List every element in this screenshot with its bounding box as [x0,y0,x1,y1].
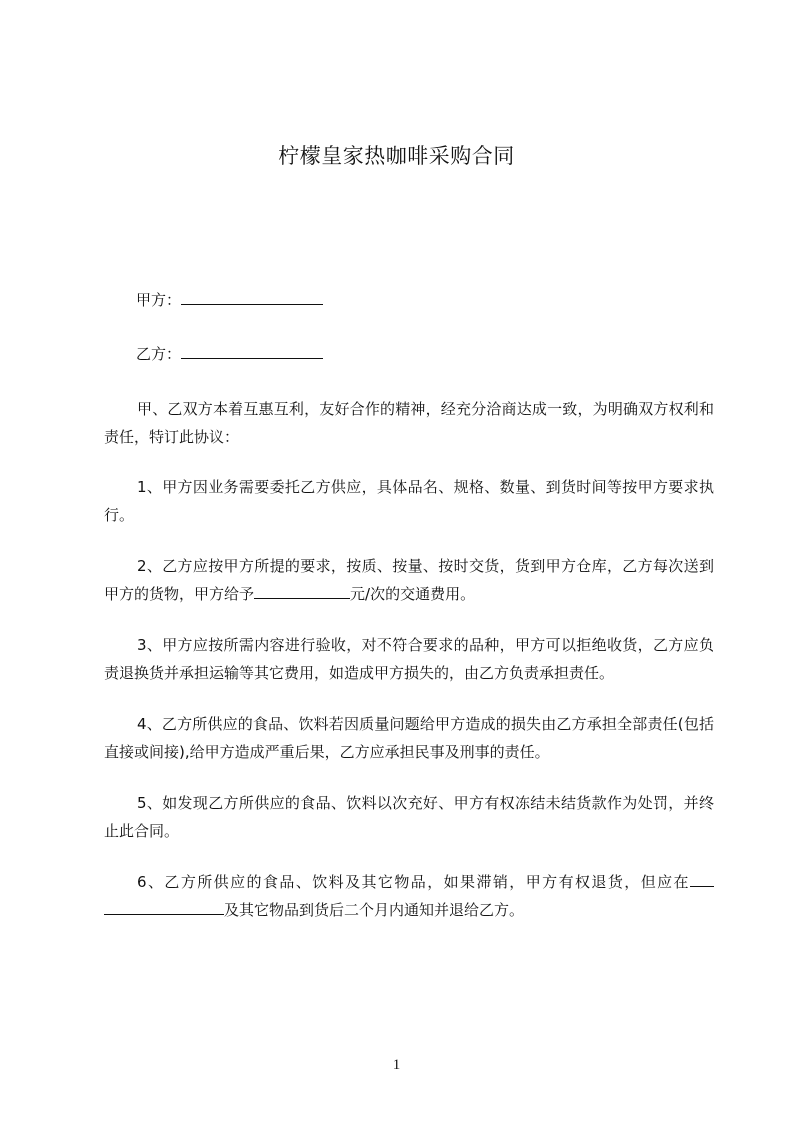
party-a-label: 甲方： [136,291,182,309]
intro-paragraph: 甲、乙双方本着互惠互利，友好合作的精神，经充分洽商达成一致，为明确双方权利和责任，特订此协议： [104,400,714,446]
contract-title: 柠檬皇家热咖啡采购合同 [278,144,515,168]
party-b-line [136,344,323,364]
clause-6-text-after: 及其它物品到货后二个月内通知并退给乙方。 [224,901,525,919]
clause-2 [104,552,714,608]
clause-4: 4、乙方所供应的食品、饮料若因质量问题给甲方造成的损失由乙方承担全部责任(包括直接或间接),给甲方造成严重后果，乙方应承担民事及刑事的责任。 [104,715,714,761]
party-a-blank [181,290,323,305]
fee-blank [254,584,350,599]
clause-3: 3、甲方应按所需内容进行验收，对不符合要求的品种，甲方可以拒绝收货，乙方应负责退换货并承担运输等其它费用，如造成甲方损失的，由乙方负责承担责任。 [104,636,714,682]
return-period-blank-start [690,872,714,887]
party-b-blank [181,344,323,359]
return-period-blank-end [104,900,224,915]
clause-6 [104,868,714,924]
clause-2-text-after: 元/次的交通费用。 [350,585,476,603]
clause-2-text-before: 2、乙方应按甲方所提的要求，按质、按量、按时交货，货到甲方仓库，乙方每次送到甲方的货物，甲方给予 [104,557,714,603]
party-a-line [136,290,323,310]
page-number: 1 [392,1057,401,1073]
party-b-label: 乙方： [136,345,182,363]
clause-1: 1、甲方因业务需要委托乙方供应，具体品名、规格、数量、到货时间等按甲方要求执行。 [104,478,714,524]
clause-5: 5、如发现乙方所供应的食品、饮料以次充好、甲方有权冻结未结货款作为处罚，并终止此合同。 [104,794,714,840]
clause-6-text-before: 6、乙方所供应的食品、饮料及其它物品，如果滞销，甲方有权退货，但应在 [137,873,690,891]
